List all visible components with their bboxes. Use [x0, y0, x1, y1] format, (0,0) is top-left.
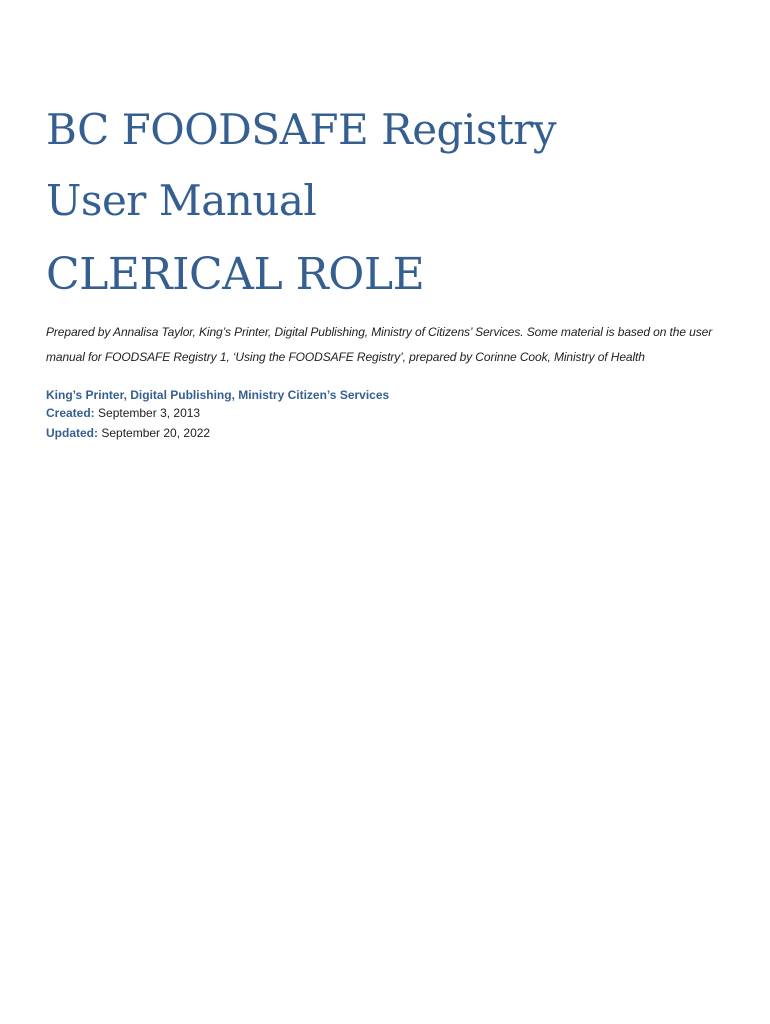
title-clerical-role: CLERICAL ROLE — [46, 249, 425, 300]
created-label: Created: — [46, 406, 95, 420]
created-date: September 3, 2013 — [98, 406, 201, 420]
updated-label: Updated: — [46, 426, 98, 440]
organization-line: King’s Printer, Digital Publishing, Ministry Citizen’s Services — [46, 388, 390, 402]
updated-date: September 20, 2022 — [101, 426, 211, 440]
prepared-by-paragraph: Prepared by Annalisa Taylor, King’s Printer, Digital Publishing, Ministry of Citizens’ Services. Some material is based on the user manual for FOODSAFE Registry 1, ‘Using the FOODSAFE Registry’, prepared by Corinne Cook, Ministry of Health — [46, 325, 713, 364]
title-registry: BC FOODSAFE Registry — [46, 105, 557, 154]
updated-line — [46, 426, 210, 440]
title-user-manual: User Manual — [46, 176, 317, 225]
created-line — [46, 406, 200, 420]
